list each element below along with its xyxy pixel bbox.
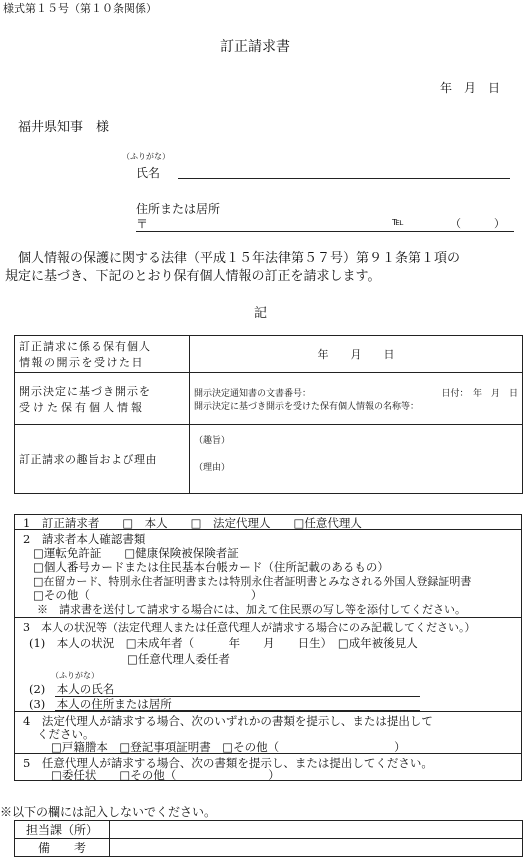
principal-address-line[interactable] <box>55 710 420 711</box>
disclosure-date-label: 訂正請求に係る保有個人 情報の開示を受けた日 <box>15 336 190 373</box>
principal-name-label: (2) 本人の氏名 <box>29 682 115 696</box>
request-text-line2: 規定に基づき、下記のとおり保有個人情報の訂正を請求します。 <box>5 269 381 284</box>
voluntary-agent-docs-options[interactable]: □委任状 □その他（ ） <box>51 768 280 782</box>
reason-field[interactable]: （趣旨） （理由） <box>190 425 523 494</box>
page-title: 訂正請求書 <box>220 39 290 55</box>
legal-agent-docs-options[interactable]: □戸籍謄本 □登記事項証明書 □その他（ ） <box>51 740 406 754</box>
request-text-line1: 個人情報の保護に関する法律（平成１５年法律第５７号）第９１条第１項の <box>18 251 461 266</box>
request-details-table <box>14 335 523 494</box>
principal-status-line1[interactable]: (1) 本人の状況 □未成年者（ 年 月 日生） □成年被後見人 <box>29 636 418 650</box>
reason-label: 訂正請求の趣旨および理由 <box>15 425 190 494</box>
id-docs-line4[interactable]: □その他（ ） <box>33 588 263 602</box>
department-field <box>110 821 523 839</box>
ki-label: 記 <box>254 306 268 321</box>
office-use-note: ※以下の欄には記入しないでください。 <box>0 805 217 819</box>
id-docs-line3[interactable]: □在留カード、特別永住者証明書または特別永住者証明書とみなされる外国人登録証明書 <box>33 575 472 588</box>
date-line: 年 月 日 <box>440 81 501 95</box>
addressee: 福井県知事 様 <box>18 120 110 135</box>
principal-status-title: 3 本人の状況等（法定代理人または任意代理人が請求する場合にのみ記載してください。） <box>23 621 476 634</box>
name-field-line[interactable] <box>178 178 510 179</box>
id-docs-line1[interactable]: □運転免許証 □健康保険被保険者証 <box>33 546 239 560</box>
tel-mark: ℡ <box>392 215 404 228</box>
id-docs-line2[interactable]: □個人番号カードまたは住民基本台帳カード（住所記載のあるもの） <box>33 560 389 574</box>
legal-agent-docs-line1: 4 法定代理人が請求する場合、次のいずれかの書類を提示し、または提出して <box>23 714 433 728</box>
disclosed-info-field[interactable]: 開示決定通知書の文書番号： 日付： 年 月 日 開示決定に基づき開示を受けた保有個人情報の名称等： <box>190 373 523 425</box>
legal-agent-docs-line2: ください。 <box>37 727 95 741</box>
tel-parens: （ ） <box>450 217 505 230</box>
postal-mark: 〒 <box>136 217 149 231</box>
voluntary-agent-docs-line1: 5 任意代理人が請求する場合、次の書類を提示し、または提出してください。 <box>23 756 433 770</box>
office-use-table <box>14 820 523 857</box>
disclosure-date-field[interactable]: 年 月 日 <box>190 336 523 373</box>
principal-address-label: (3) 本人の住所または居所 <box>29 697 172 711</box>
department-label: 担当課（所） <box>15 821 110 839</box>
id-docs-title: 2 請求者本人確認書類 <box>23 532 146 546</box>
principal-furigana: （ふりがな） <box>51 671 99 680</box>
principal-status-line2[interactable]: □任意代理人委任者 <box>127 652 230 666</box>
address-field-line[interactable] <box>136 231 514 232</box>
requester-type-row[interactable]: 1 訂正請求者 □ 本人 □ 法定代理人 □任意代理人 <box>23 516 362 530</box>
name-label: 氏名 <box>136 166 161 180</box>
requester-info-box <box>14 514 522 781</box>
id-docs-note: ※ 請求書を送付して請求する場合には、加えて住民票の写し等を添付してください。 <box>37 603 466 616</box>
furigana-label: （ふりがな） <box>122 152 170 161</box>
remarks-label: 備 考 <box>15 839 110 857</box>
address-label: 住所または居所 <box>136 202 221 216</box>
form-number-label: 様式第１５号（第１０条関係） <box>3 2 157 15</box>
disclosed-info-label: 開示決定に基づき開示を 受けた保有個人情報 <box>15 373 190 425</box>
